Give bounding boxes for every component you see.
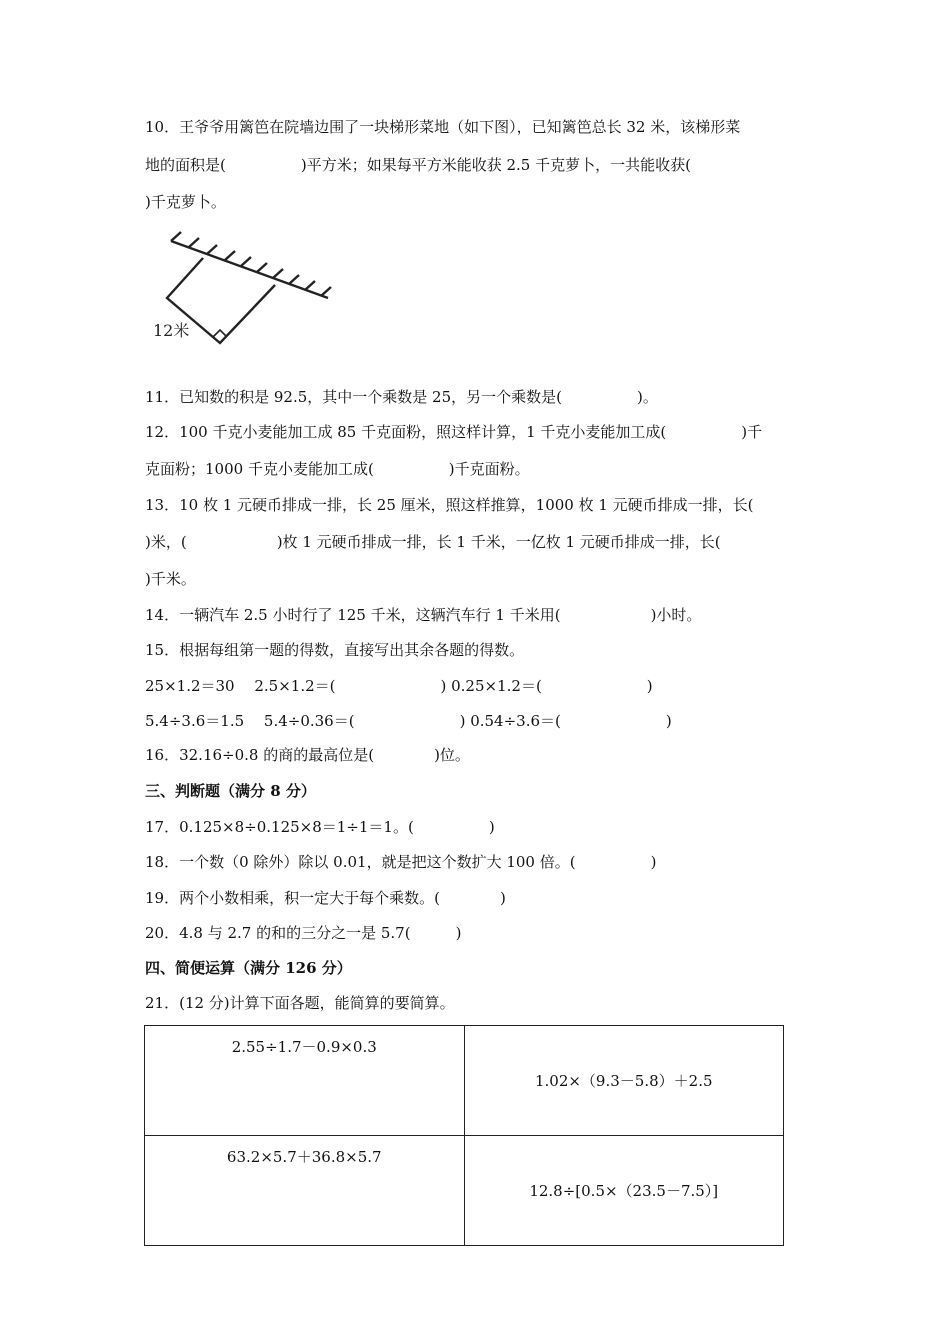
q10-line3: )千克萝卜。 bbox=[145, 193, 226, 211]
q10-line1: 10．王爷爷用篱笆在院墙边围了一块梯形菜地（如下图），已知篱笆总长 32 米，该梯形菜 bbox=[145, 118, 741, 136]
calc-cell-a: 2.55÷1.7－0.9×0.3 bbox=[145, 1026, 465, 1136]
q13-line2: )米，( )枚 1 元硬币排成一排，长 1 千米，一亿枚 1 元硬币排成一排，长( bbox=[145, 533, 721, 551]
q14: 14．一辆汽车 2.5 小时行了 125 千米，这辆汽车行 1 千米用( )小时。 bbox=[145, 606, 702, 624]
q11: 11．已知数的积是 92.5，其中一个乘数是 25，另一个乘数是( )。 bbox=[145, 388, 658, 406]
figure-label: 12米 bbox=[153, 321, 190, 340]
q17: 17．0.125×8÷0.125×8＝1÷1＝1。( ) bbox=[145, 818, 495, 836]
calc-cell-d: 12.8÷[0.5×（23.5－7.5）] bbox=[464, 1136, 784, 1246]
calculation-table bbox=[144, 1025, 784, 1246]
calc-cell-b: 1.02×（9.3－5.8）＋2.5 bbox=[464, 1026, 784, 1136]
q21: 21．(12 分)计算下面各题，能简算的要简算。 bbox=[145, 994, 455, 1012]
q12-line1: 12．100 千克小麦能加工成 85 千克面粉，照这样计算，1 千克小麦能加工成( )千 bbox=[145, 423, 763, 441]
q19: 19．两个小数相乘，积一定大于每个乘数。( ) bbox=[145, 889, 506, 907]
q15-row2: 5.4÷3.6＝1.5 5.4÷0.36＝( ) 0.54÷3.6＝( ) bbox=[145, 712, 672, 730]
q15-row1: 25×1.2＝30 2.5×1.2＝( ) 0.25×1.2＝( ) bbox=[145, 677, 653, 695]
q16: 16．32.16÷0.8 的商的最高位是( )位。 bbox=[145, 746, 470, 764]
section-3-heading: 三、判断题（满分 8 分） bbox=[145, 782, 316, 800]
section-4-heading: 四、简便运算（满分 126 分） bbox=[145, 959, 352, 977]
q20: 20．4.8 与 2.7 的和的三分之一是 5.7( ) bbox=[145, 924, 462, 942]
wall-line bbox=[171, 241, 328, 298]
trapezoid-figure bbox=[145, 228, 345, 353]
q12-line2: 克面粉；1000 千克小麦能加工成( )千克面粉。 bbox=[145, 460, 530, 478]
q13-line3: )千米。 bbox=[145, 570, 196, 588]
q15-text: 15．根据每组第一题的得数，直接写出其余各题的得数。 bbox=[145, 641, 525, 659]
q10-line2: 地的面积是( )平方米；如果每平方米能收获 2.5 千克萝卜，一共能收获( bbox=[145, 156, 691, 174]
calc-cell-c: 63.2×5.7＋36.8×5.7 bbox=[145, 1136, 465, 1246]
q13-line1: 13．10 枚 1 元硬币排成一排，长 25 厘米，照这样推算，1000 枚 1 元硬币排成一排，长( bbox=[145, 496, 754, 514]
q18: 18．一个数（0 除外）除以 0.01，就是把这个数扩大 100 倍。( ) bbox=[145, 853, 657, 871]
